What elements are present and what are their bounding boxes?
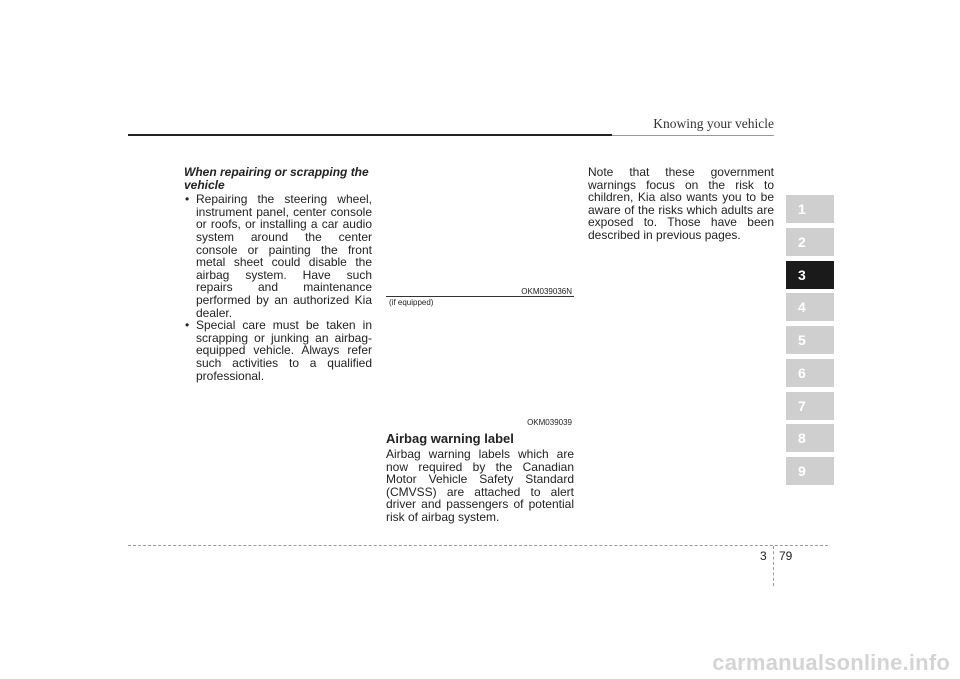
footer-vertical-divider — [773, 546, 774, 586]
bullet-item: • Special care must be taken in scrapping or junking an airbag-equipped vehicle. Always refer such activities to a qualified professional. — [184, 319, 372, 382]
header-rule-thin — [612, 135, 774, 136]
footer-divider — [128, 545, 828, 546]
footer-chapter-number: 3 — [760, 549, 767, 563]
section-heading: When repairing or scrapping the vehicle — [184, 165, 369, 192]
figure-code: OKM039039 — [527, 418, 572, 427]
chapter-tab-4[interactable]: 4 — [786, 293, 834, 321]
chapter-tab-8[interactable]: 8 — [786, 424, 834, 452]
chapter-tab-2[interactable]: 2 — [786, 228, 834, 256]
bullet-list — [184, 193, 372, 382]
chapter-tab-5[interactable]: 5 — [786, 326, 834, 354]
right-column-body: Note that these government warnings focus on the risk to children, Kia also wants you to be aware of the risks which adults are exposed to. Those have been described in previous pages. — [588, 165, 774, 242]
chapter-tabs — [786, 195, 834, 490]
bullet-item: • Repairing the steering wheel, instrument panel, center console or roofs, or installing a car audio system around the center console or painting the front metal sheet could disable the airbag system. Have such repairs and maintenance performed by an authorized Kia dealer. — [184, 193, 372, 319]
figure-code: OKM039036N — [521, 287, 572, 296]
page-header-title: Knowing your vehicle — [653, 116, 774, 131]
section-heading: Airbag warning label — [386, 431, 514, 446]
figure-note: (if equipped) — [389, 298, 434, 307]
figure-divider — [386, 296, 574, 297]
footer-page-number: 79 — [779, 549, 793, 563]
chapter-tab-1[interactable]: 1 — [786, 195, 834, 223]
figure-airbag-label-1 — [386, 166, 574, 296]
chapter-tab-7[interactable]: 7 — [786, 392, 834, 420]
left-column — [184, 166, 372, 382]
section-body: Airbag warning labels which are now required by the Canadian Motor Vehicle Safety Standard (CMVSS) are attached to alert driver and passengers of potential risk of airbag system. — [386, 447, 574, 524]
chapter-tab-9[interactable]: 9 — [786, 457, 834, 485]
chapter-tab-6[interactable]: 6 — [786, 359, 834, 387]
chapter-tab-3[interactable]: 3 — [786, 261, 834, 289]
header-rule — [128, 134, 612, 136]
figure-airbag-label-2 — [386, 310, 574, 420]
watermark: carmanualsonline.info — [712, 650, 950, 675]
